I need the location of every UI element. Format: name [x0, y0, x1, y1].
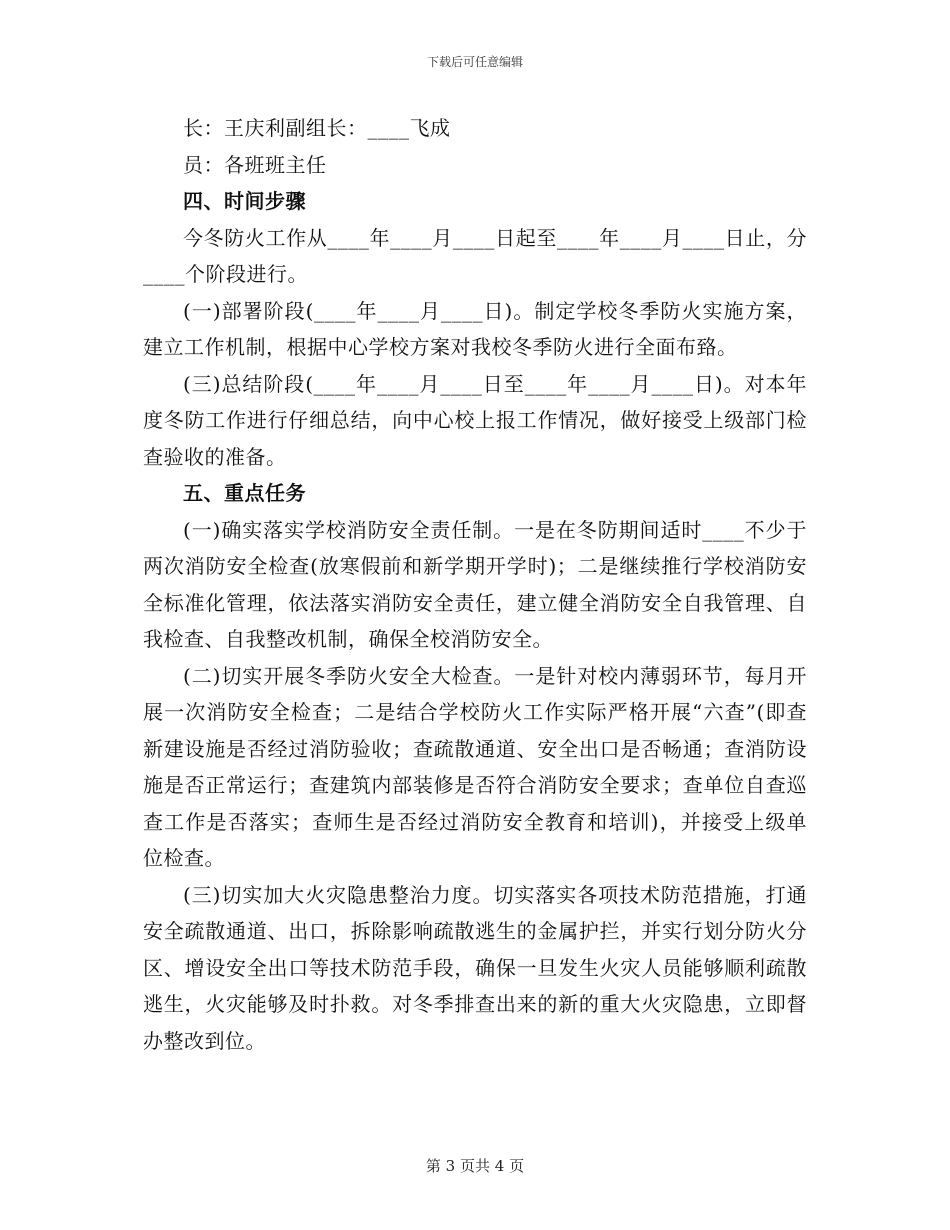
- paragraph-schedule-intro: 今冬防火工作从____年____月____日起至____年____月____日止，分____个阶段进行。: [143, 225, 807, 286]
- document-body: [143, 110, 807, 1059]
- section-heading-tasks: 五、重点任务: [183, 481, 306, 505]
- paragraph-task-responsibility: (一)确实落实学校消防安全责任制。一是在冬防期间适时____不少于两次消防安全检查(放寒假前和新学期开学时)；二是继续推行学校消防安全标准化管理，依法落实消防安全责任，建立健全消防安全自我管理、自我检查、自我整改机制，确保全校消防安全。: [143, 517, 807, 651]
- paragraph-task-inspection: (二)切实开展冬季防火安全大检查。一是针对校内薄弱环节，每月开展一次消防安全检查；二是结合学校防火工作实际严格开展“六查”(即查新建设施是否经过消防验收；查疏散通道、安全出口是否畅通；查消防设施是否正常运行；查建筑内部装修是否符合消防安全要求；查单位自查巡查工作是否落实；查师生是否经过消防安全教育和培训)，并接受上级单位检查。: [143, 663, 807, 870]
- paragraph-deploy-stage: (一)部署阶段(____年____月____日)。制定学校冬季防火实施方案，建立工作机制，根据中心学校方案对我校冬季防火进行全面布臵。: [143, 298, 807, 359]
- paragraph-members: 员：各班班主任: [183, 152, 327, 177]
- paragraph-leader: 长：王庆利副组长：____飞成: [183, 116, 451, 140]
- paragraph-task-hazards: (三)切实加大火灾隐患整治力度。切实落实各项技术防范措施，打通安全疏散通道、出口，拆除影响疏散逃生的金属护拦，并实行划分防火分区、增设安全出口等技术防范手段，确保一旦发生火灾人员能够顺利疏散逃生，火灾能够及时扑救。对冬季排查出来的新的重大火灾隐患，立即督办整改到位。: [143, 882, 807, 1053]
- section-heading-schedule: 四、时间步骤: [183, 189, 306, 213]
- paragraph-summary-stage: (三)总结阶段(____年____月____日至____年____月____日)。对本年度冬防工作进行仔细总结，向中心校上报工作情况，做好接受上级部门检查验收的准备。: [143, 371, 807, 469]
- page-header: 下载后可任意编辑: [426, 55, 523, 69]
- page-number: 第 3 页共 4 页: [425, 1157, 525, 1175]
